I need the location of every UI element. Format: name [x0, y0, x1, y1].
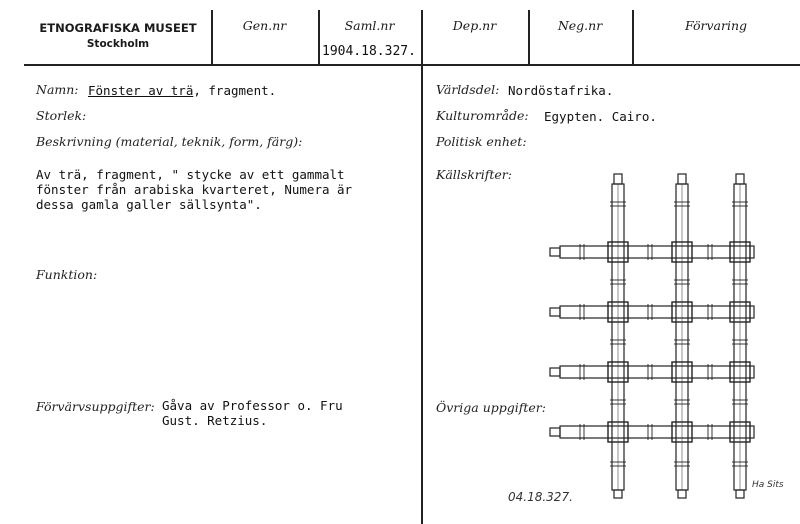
grille-vertical-bars	[612, 184, 746, 490]
kallskrifter-label: Källskrifter:	[436, 167, 512, 182]
storlek-label: Storlek:	[36, 108, 87, 123]
forvaring-label: Förvaring	[684, 18, 748, 33]
saml-nr-box-left	[318, 40, 320, 64]
kulturomrade-value: Egypten. Cairo.	[544, 109, 657, 124]
namn-label: Namn:	[36, 82, 79, 97]
saml-nr-label: Saml.nr	[344, 18, 395, 33]
namn-value-underlined: Fönster av trä	[88, 83, 194, 98]
varldsdel-label: Världsdel:	[436, 82, 500, 97]
grille-horizontal-bars	[560, 246, 754, 438]
namn-value	[88, 83, 276, 98]
grille-joints	[608, 242, 750, 442]
beskrivning-line-3: dessa gamla galler sällsynta".	[36, 197, 262, 212]
funktion-label: Funktion:	[36, 267, 98, 282]
museum-city: Stockholm	[86, 38, 150, 50]
header-bottom-line	[24, 64, 800, 66]
namn-value-rest: , fragment.	[193, 83, 277, 98]
beskrivning-label: Beskrivning (material, teknik, form, färg):	[36, 134, 303, 149]
beskrivning-line-1: Av trä, fragment, " stycke av ett gammalt	[36, 167, 345, 182]
museum-name: ETNOGRAFISKA MUSEET	[39, 21, 197, 35]
forvarv-label: Förvärvsuppgifter:	[36, 399, 155, 414]
beskrivning-line-2: fönster från arabiska kvarteret, Numera är	[36, 182, 353, 197]
drawing-signature: Ha Sits	[752, 480, 784, 490]
window-grille-drawing	[530, 172, 780, 502]
ovriga-uppgifter-label: Övriga uppgifter:	[436, 400, 546, 415]
kulturomrade-label: Kulturområde:	[436, 108, 529, 123]
main-column-divider	[421, 64, 423, 524]
drawing-caption: 04.18.327.	[508, 490, 573, 504]
dep-nr-label: Dep.nr	[452, 18, 497, 33]
varldsdel-value: Nordöstafrika.	[508, 83, 614, 98]
forvarv-line-1: Gåva av Professor o. Fru	[162, 398, 343, 413]
forvarv-line-2: Gust. Retzius.	[162, 413, 268, 428]
politisk-enhet-label: Politisk enhet:	[436, 134, 527, 149]
saml-nr-value: 1904.18.327.	[322, 44, 416, 59]
neg-nr-label: Neg.nr	[557, 18, 603, 33]
gen-nr-label: Gen.nr	[242, 18, 287, 33]
